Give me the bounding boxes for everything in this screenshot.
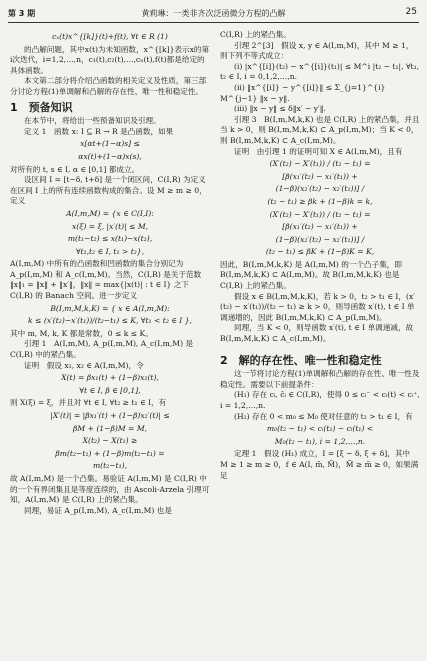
- right-column: [220, 30, 420, 656]
- equation-line: ∀t₁,t₂ ∈ I, t₁ > t₂},: [75, 246, 145, 256]
- equation-line: m₀(t₂ − t₁) < cᵢ(t₂) − cᵢ(t₁) <: [266, 424, 374, 434]
- equation-line: B(I,m,M,k,K) = { x ∈ A(I,m,M):: [50, 303, 170, 313]
- equation-line: (X′(t₂) − X′(t₁)) / (t₂ − t₁) =: [269, 209, 371, 219]
- paragraph: 证明 由引理 1 的证明可知 X ∈ A(I,m,M)，且有: [234, 146, 403, 156]
- equation-line: m(t₁−t₂) ≤ x(t₁)−x(t₂),: [67, 234, 153, 244]
- paragraph: 设区间 I = [t−δ, t+δ] 是一个闭区间，C(I,R) 为定义在区间 I 上的所有连续函数构成的集合。设 M ≥ m ≥ 0，定义: [10, 175, 207, 206]
- page-number: 25: [405, 7, 417, 17]
- equation-line: x(ξ) = ξ, |x′(t)| ≤ M,: [71, 221, 149, 231]
- equation-line: (1−β)(x₂′(t₂) − x₂′(t₁))] /: [275, 234, 365, 244]
- paragraph: (i) |x^{[i]}(t₂) − x^{[i]}(t₁)| ≤ M^i |t₂ − t₁|, ∀t₁, t₂ ∈ I, i = 0,1,2,…,n.: [220, 61, 420, 82]
- equation-line: X(t₂) − X(t₁) ≥: [82, 436, 138, 446]
- equation-line: [β(x₁′(t₂) − x₁′(t₁)) +: [282, 222, 358, 232]
- equation-line: m(t₂−t₁),: [92, 461, 128, 471]
- left-column: [10, 30, 210, 656]
- paragraph: 同理，当 K < 0，则导函数 x′(t), t ∈ I 单调递减，故 B(I,m,M,k,K) ⊂ A_c(I,m,M)。: [220, 323, 414, 344]
- equation-line: ∀t ∈ I, β ∈ [0,1],: [79, 385, 141, 395]
- paragraph: 则 X(ξ) = ξ，并且对 ∀t ∈ I, ∀t₂ ≥ t₁ ∈ I，有: [10, 398, 167, 408]
- equation-line: X(t) = βx₁(t) + (1−β)x₂(t),: [61, 373, 159, 383]
- section-heading: 1 预备知识: [10, 100, 73, 114]
- paragraph: 因此，B(I,m,M,k,K) 是 A(I,m,M) 的一个凸子集，即 B(I,m,M,k,K) ⊂ A(I,m,M)。故 B(I,m,M,k,K) 也是 C(I,R) 上的紧凸集。: [220, 259, 402, 291]
- paragraph: C(I,R) 上的紧凸集。: [220, 30, 291, 39]
- equation-line: (1−β)(x₂′(t₂) − x₂′(t₁))] /: [275, 184, 365, 194]
- equation-line: αx(t)+(1−α)x(s),: [78, 151, 142, 161]
- equation-line: x[αt+(1−α)s] ≤: [80, 139, 140, 149]
- paragraph: 其中 m, M, k, K 都是常数，0 ≤ k ≤ K。: [10, 328, 153, 338]
- equation-line: |X′(t)| = |βx₁′(t) + (1−β)x₂′(t)| ≤: [50, 411, 170, 420]
- equation-line: [β(x₁′(t₂) − x₁′(t₁)) +: [282, 171, 358, 181]
- equation-line: cₓ(t)x^{[k]}(t)+f(t), ∀t ∈ R (1): [52, 32, 168, 41]
- paragraph: (iii) ‖x − y‖ ≤ δ‖x′ − y′‖.: [234, 104, 326, 114]
- paragraph: (H₂) 存在 0 < m₀ ≤ M₀ 使对任意的 t₂ > t₁ ∈ I，有: [234, 411, 413, 421]
- paragraph: (H₁) 存在 cᵢ, c̄ᵢ ∈ C(I,R)，使得 0 ≤ cᵢ⁻ < cᵢ(t) < cᵢ⁺, i = 1,2,…,n.: [220, 390, 420, 410]
- paragraph: A(I,m,M) 中所有的凸函数和凹函数的集合分别记为 A_p(I,m,M) 和 A_c(I,m,M)。当然，C(I,R) 是关于范数 ‖x‖₁ = ‖x‖ + ‖x′‖，‖x‖ = max{|x(t)| : t ∈ I} 之下 C(I,R) 的 Banach 空间。进一步定义: [10, 259, 202, 301]
- paragraph: [220, 345, 420, 351]
- paragraph: 假设 x ∈ B(I,m,M,k,K)，若 k > 0，t₂ > t₁ ∈ I，(x′(t₂) − x′(t₁))/(t₂ − t₁) ≥ k > 0，则导函数 x′(t), t ∈ I 单调递增的，因此 B(I,m,M,k,K) ⊂ A_p(I,m,M)。: [220, 291, 415, 322]
- paragraph: 这一节将讨论方程(1)单调解和凸解的存在性、唯一性及稳定性。需要以下前提条件：: [220, 369, 420, 389]
- equation-line: M₀(t₂ − t₁), i = 1,2,…,n.: [274, 436, 366, 446]
- equation-line: βM + (1−β)M = M,: [72, 423, 148, 433]
- paragraph: 对所有的 t, s ∈ I, α ∈ [0,1] 都成立。: [10, 164, 140, 174]
- paragraph: 同理，易证 A_p(I,m,M), A_c(I,m,M) 也是: [24, 505, 172, 515]
- paragraph: 引理 1 A(I,m,M), A_p(I,m,M), A_c(I,m,M) 是 C(I,R) 中的紧凸集。: [10, 339, 194, 360]
- paragraph: 定理 1 假设 (H₁) 成立，I = [ξ − δ, ξ + δ]，其中 M ≥ 1 ≥ m ≥ 0，f ∈ A(I, m̃, M̃)，M̃ ≥ m̃ ≥ 0，如果满足: [220, 449, 419, 480]
- equation-line: k ≤ (x′(t₂)−x′(t₁))/(t₂−t₁) ≤ K, ∀t₁ < t₂ ∈ I },: [28, 316, 192, 326]
- paragraph: (ii) ‖x^{[i]} − y^{[i]}‖ ≤ Σ_{j=1}^{i} M^{j−1} ‖x − y‖.: [220, 82, 386, 103]
- paragraph: 引理 3 B(I,m,M,k,K) 也是 C(I,R) 上的紧凸集，并且当 k > 0，则 B(I,m,M,k,K) ⊂ A_p(I,m,M)；当 K < 0，则 B(I,m,M,k,K) ⊂ A_c(I,m,M)。: [220, 114, 420, 145]
- header-rule: [8, 22, 419, 23]
- paragraph: 在本节中，将给出一些预备知识及引理。: [24, 116, 161, 126]
- section-heading: 2 解的存在性、唯一性和稳定性: [220, 353, 382, 367]
- paragraph: 的凸解问题，其中x(t)为未知函数，x^{[k]}表示x的第i次迭代，i=1,2,…,n，c₁(t),c₂(t),…,cₙ(t),f(t)都是给定的具体函数。: [10, 44, 210, 75]
- paragraph: 引理 2^[3] 假设 x, y ∈ A(I,m,M)，其中 M ≥ 1，则下列不等式成立：: [220, 40, 414, 61]
- issue-number: 第 3 期: [8, 9, 36, 18]
- equation-line: (X′(t₂) − X′(t₁)) / (t₂ − t₁) =: [269, 159, 371, 169]
- equation-line: (t₂ − t₁) ≥ βk + (1−β)k = k,: [267, 196, 373, 206]
- equation-line: A(I,m,M) = {x ∈ C(I,I):: [66, 208, 154, 218]
- running-title: 黄莉琳：一类非齐次泛函微分方程的凸解: [141, 9, 286, 18]
- paragraph: 证明 假设 x₁, x₂ ∈ A(I,m,M)，令: [24, 360, 144, 370]
- paragraph: 定义 1 函数 x: I ⊆ R → R 是凸函数，如果: [24, 126, 174, 136]
- paragraph: 故 A(I,m,M) 是一个凸集。易验证 A(I,m,M) 是 C(I,R) 中的一个有界闭集且是等度连续的，由 Ascoli-Arzela 引理可知，A(I,m,M) 是 C(I,R) 上的紧凸集。: [10, 473, 210, 505]
- equation-line: βm(t₂−t₁) + (1−β)m(t₂−t₁) =: [55, 448, 165, 458]
- paragraph: 本文第二部分将介绍凸函数的相关定义及性质，第三部分讨论方程(1)单调解和凸解的存在性、唯一性和稳定性。: [10, 76, 207, 96]
- equation-line: (t₂ − t₁) ≤ βK + (1−β)K = K,: [265, 247, 375, 257]
